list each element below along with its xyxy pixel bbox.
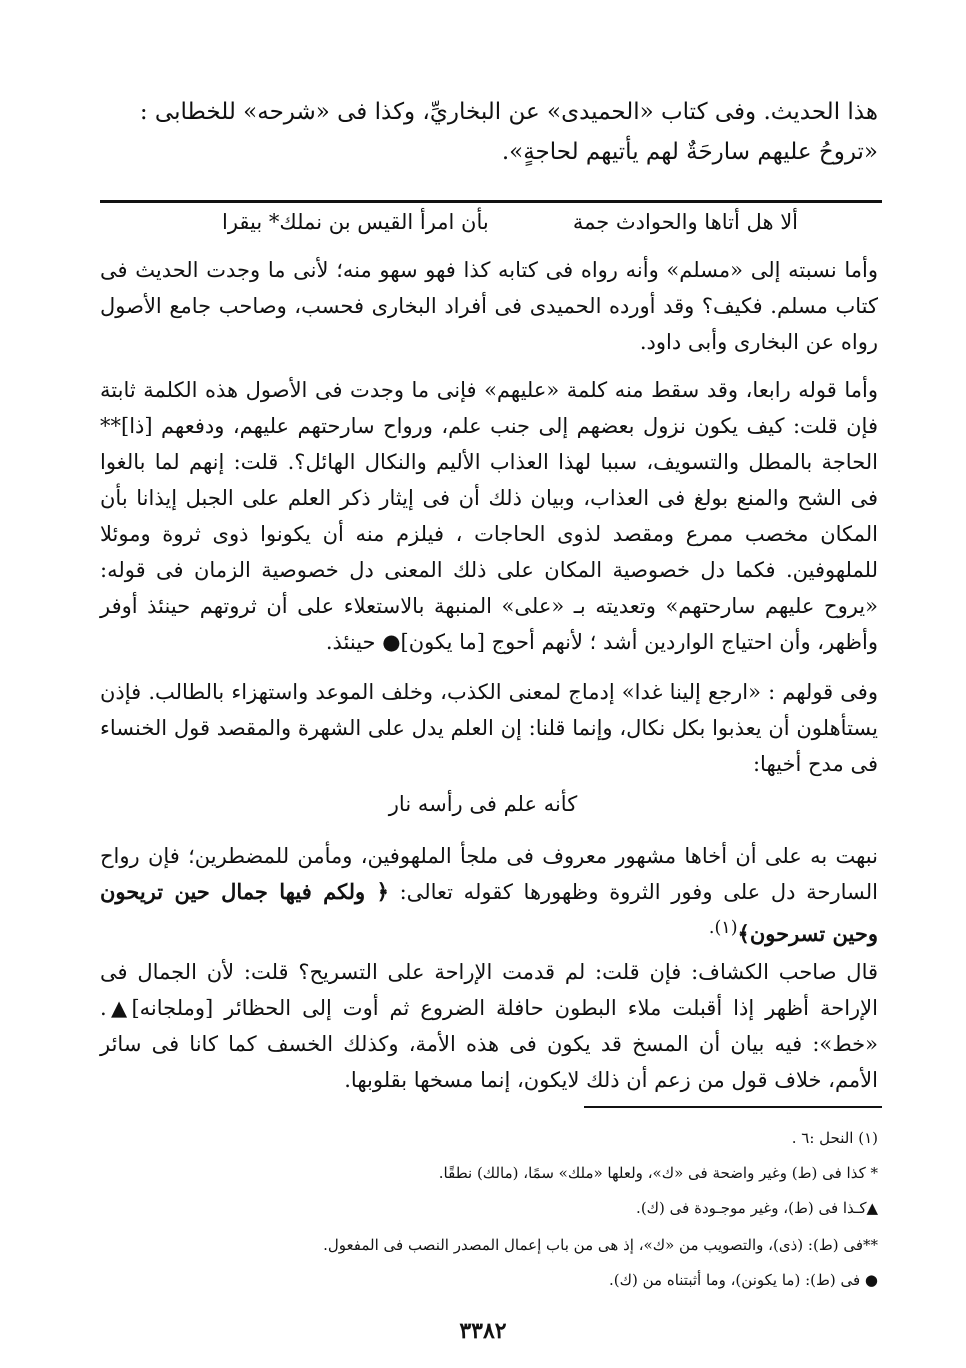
top-paragraph-line-2: «تروحُ عليهم سارحَةٌ لهم يأتيهم لحاجةٍ». xyxy=(501,139,878,165)
paragraph-1-text: وأما نسبته إلى «مسلم» وأنه رواه فى كتابه كذا فهو سهو منه؛ لأنى ما وجدت الحديث فى كتاب مسلم. فكيف؟ وقد أورده الحميدى فى أفراد البخارى فحسب، وصاحب جامع الأصول رواه عن البخارى وأبى داود. xyxy=(100,258,878,354)
top-paragraph xyxy=(100,92,878,172)
footnote-2: * كذا فى (ط) وغير واضحة فى «ك»، ولعلها «ملك» سمًا، (مالك) نطقًا. xyxy=(438,1164,878,1182)
quran-quote: ﴿ ولكم فيها جمال حين تريحون وحين تسرحون﴾ xyxy=(100,879,878,946)
paragraph-4-body: نبهت به على أن أخاها مشهور معروف فى ملجأ الملهوفين، ومأمن للمضطرين؛ فإن رواح السارحة دل على وفور الثروة وظهورها كقوله تعالى: xyxy=(100,844,878,904)
verse-1-hemistich-right: ألا هل أتاها والحوادث جمة xyxy=(572,210,798,234)
footnote-ref-1: (١). xyxy=(708,918,738,938)
paragraph-1 xyxy=(100,252,878,360)
footnote-1: (١) النحل :٦ . xyxy=(791,1129,878,1147)
section-divider xyxy=(100,200,882,203)
verse-2: كأنه علم فى رأسه نار xyxy=(388,792,578,816)
footnote-5: ● فى (ط): (ما يكونن)، وما أثبتناه من (ك). xyxy=(609,1271,878,1289)
paragraph-4-text xyxy=(100,838,878,952)
paragraph-5 xyxy=(100,954,878,1098)
footnote-4: **فى (ط): (ذى)، والتصويب من «ك»، إذ هى من باب إعمال المصدر النصب فى المفعول. xyxy=(323,1236,878,1254)
footnote-3: ▲كـذا فى (ط)، وغير موجـودة فى (ك). xyxy=(636,1199,878,1217)
verse-1-hemistich-left: بأن امرأ القيس بن نملك* بيقرا xyxy=(222,210,489,234)
paragraph-3 xyxy=(100,674,878,782)
paragraph-4 xyxy=(100,838,878,952)
paragraph-3-text: وفى قولهم : «ارجع إلينا غدا» إدماج لمعنى الكذب، وخلف الموعد واستهزاء بالطالب. فإذن يستأهلون أن يعذبوا بكل نكال، وإنما قلنا: إن العلم يدل على الشهرة والمقصد قول الخنساء فى مدح أخيها: xyxy=(100,680,878,776)
page-number: ٣٣٨٢ xyxy=(459,1318,507,1344)
footnote-divider xyxy=(584,1106,882,1108)
paragraph-5-text: قال صاحب الكشاف: فإن قلت: لم قدمت الإراحة على التسريح؟ قلت: لأن الجمال فى الإراحة أظهر إذا أقبلت ملاء البطون حافلة الضروع ثم أوت إلى الحظائر [وملجانه]▲. «خط»: فيه بيان أن المسخ قد يكون فى هذه الأمة، وكذلك الخسف كما كانا فى سائر الأمم، خلاف قول من زعم أن ذلك لايكون، إنما مسخها بقلوبها. xyxy=(100,960,879,1092)
paragraph-2 xyxy=(100,372,878,660)
paragraph-2-text: وأما قوله رابعا، وقد سقط منه كلمة «عليهم» فإنى ما وجدت فى الأصول هذه الكلمة ثابتة فإن قلت: كيف يكون نزول بعضهم إلى جنب علم، ورواح سارحتهم عليهم، ودفعهم [ذا]** الحاجة بالمطل والتسويف، سببا لهذا العذاب الأليم والنكال الهائل؟. قلت: إنهم لما بالغوا فى الشح والمنع بولغ فى العذاب، وبيان ذلك أن فى إيثار ذكر العلم على الجبل إيذانا بأن المكان مخصب ممرع ومقصد لذوى الحاجات ، فيلزم منه أن يكونوا ذوى ثروة وموئلا للملهوفين. فكما دل خصوصية المكان على ذلك المعنى دل خصوصية الزمان فى قوله: «يروح عليهم سارحتهم» وتعديته بـ «على» المنبهة بالاستعلاء على أن ثروتهم حينئذ أوفر وأظهر، وأن احتياج الواردين أشد ؛ لأنهم أحوج [ما يكون]● حينئذ. xyxy=(100,378,878,654)
top-paragraph-line-1: هذا الحديث. وفى كتاب «الحميدى» عن البخاريِّ، وكذا فى «شرحه» للخطابى : xyxy=(139,99,878,125)
